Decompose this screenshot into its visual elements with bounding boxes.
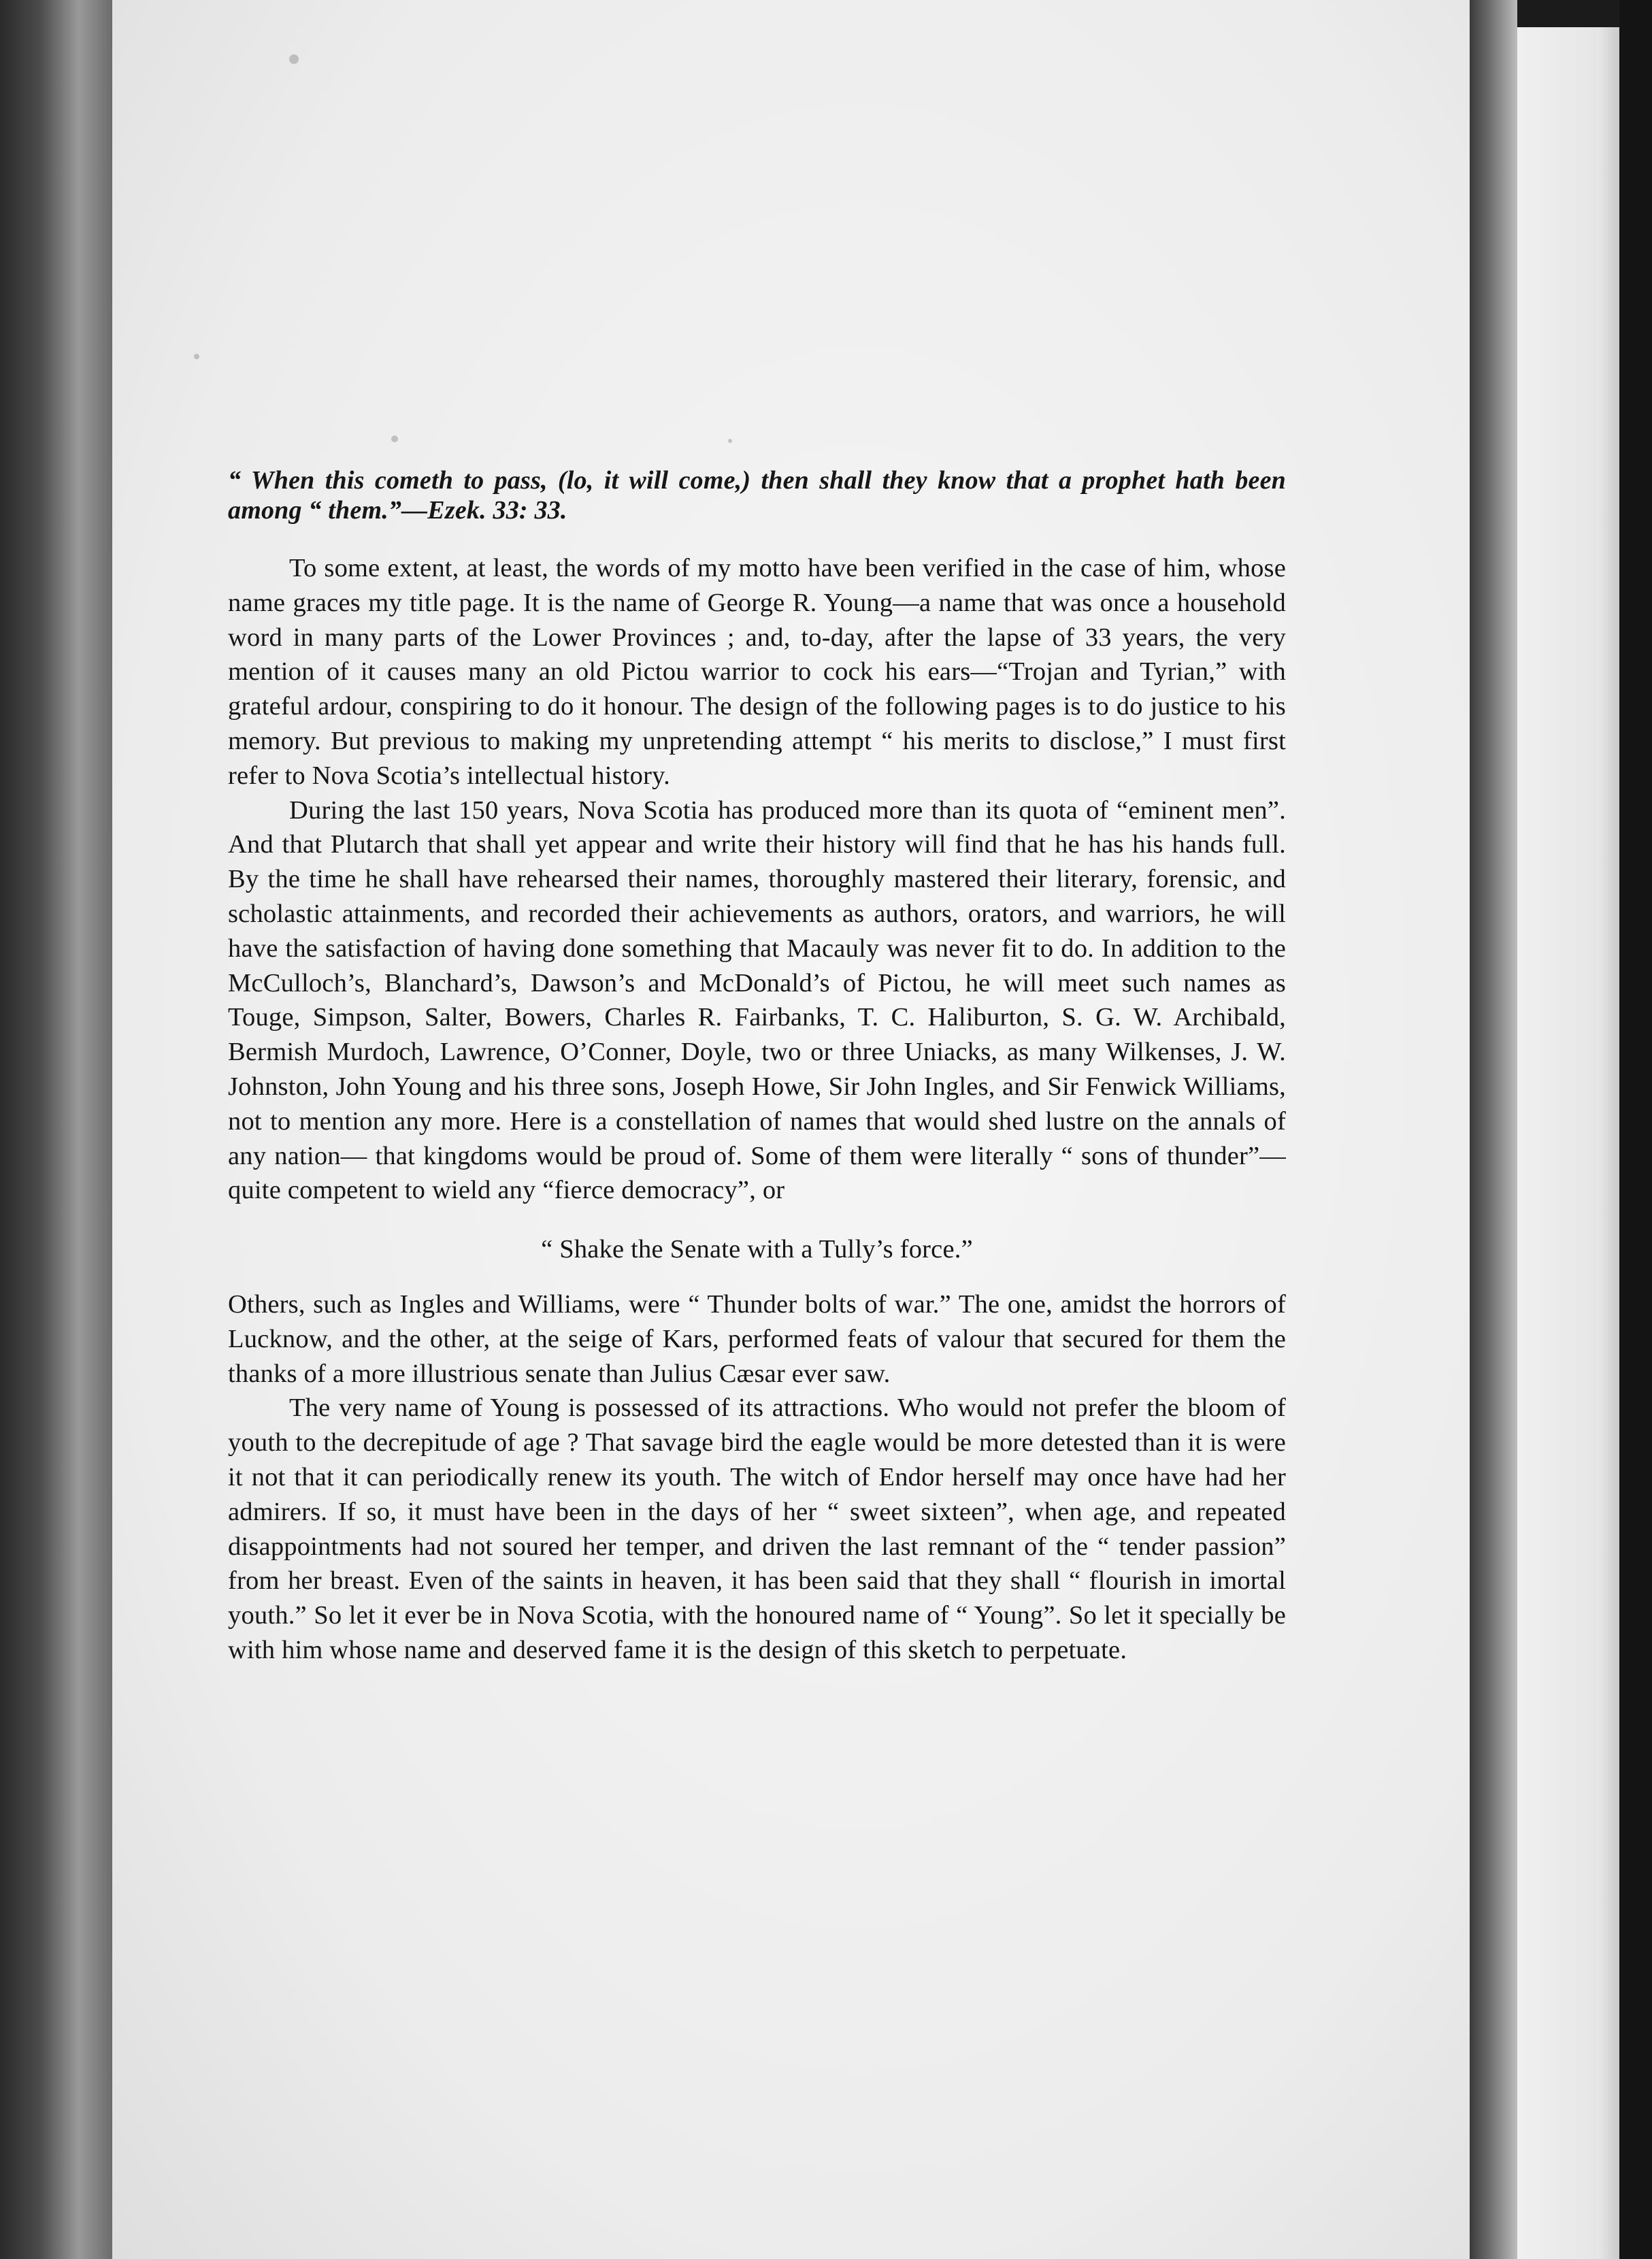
- next-page-edge: [1517, 27, 1619, 2259]
- paragraph-1: To some extent, at least, the words of my motto have been verified in the case of him, whose name graces my title page. It is the name of George R. Young—a name that was once a household word in many parts of the Lower Provinces ; and, to-day, after the lapse of 33 years, the very mention of it causes many an old Pictou warrior to cock his ears—“Trojan and Tyrian,” with grateful ardour, conspiring to do it honour. The design of the following pages is to do justice to his memory. But previous to making my unpretending attempt “ his merits to disclose,” I must first refer to Nova Scotia’s intellectual history.: [228, 554, 1286, 790]
- paragraph-2: During the last 150 years, Nova Scotia has produced more than its quota of “eminent men”. And that Plutarch that shall yet appear and write their history will find that he has his hands full. By the time he shall have rehearsed their names, thoroughly mastered their literary, forensic, and scholastic attainments, and recorded their achievements as authors, orators, and warriors, he will have the satisfaction of having done something that Macauly was never fit to do. In addition to the McCulloch’s, Blanchard’s, Dawson’s and McDonald’s of Pictou, he will meet such names as Touge, Simpson, Salter, Bowers, Charles R. Fairbanks, T. C. Haliburton, S. G. W. Archibald, Bermish Murdoch, Lawrence, O’Conner, Doyle, two or three Uniacks, as many Wilkenses, J. W. Johnston, John Young and his three sons, Joseph Howe, Sir John Ingles, and Sir Fenwick Williams, not to mention any more. Here is a constellation of names that would shed lustre on the annals of any nation— that kingdoms would be proud of. Some of them were literally “ sons of thunder”— quite competent to wield any “fierce democracy”, or: [228, 795, 1286, 1205]
- paper-speck: [194, 354, 199, 359]
- paper-speck: [391, 435, 398, 442]
- paragraph-3: The very name of Young is possessed of its attractions. Who would not prefer the bloom of youth to the decrepitude of age ? That savage bird the eagle would be more detested than it is were it not that it can periodically renew its youth. The witch of Endor herself may once have had her admirers. If so, it must have been in the days of her “ sweet sixteen”, when age, and repeated disappointments had not soured her temper, and driven the last remnant of the “ tender passion” from her breast. Even of the saints in heaven, it has been said that they shall “ flourish in imortal youth.” So let it ever be in Nova Scotia, with the honoured name of “ Young”. So let it specially be with him whose name and deserved fame it is the design of this sketch to perpetuate.: [228, 1394, 1286, 1664]
- document-text: [228, 465, 1286, 1668]
- block-quote: “ Shake the Senate with a Tully’s force.”: [541, 1235, 973, 1264]
- epigraph: “ When this cometh to pass, (lo, it will come,) then shall they know that a prophet hath been among “ them.”—Ezek. 33: 33.: [228, 466, 1286, 525]
- scan-left-edge: [0, 0, 112, 2259]
- scan-right-margin: [1619, 0, 1652, 2259]
- paper-speck: [728, 439, 732, 443]
- paragraph-continuation: Others, such as Ingles and Williams, were “ Thunder bolts of war.” The one, amidst the horrors of Lucknow, and the other, at the seige of Kars, performed feats of valour that secured for them the thanks of a more illustrious senate than Julius Cæsar ever saw.: [228, 1289, 1286, 1388]
- paper-speck: [289, 54, 299, 64]
- page-fold-shadow: [1470, 0, 1517, 2259]
